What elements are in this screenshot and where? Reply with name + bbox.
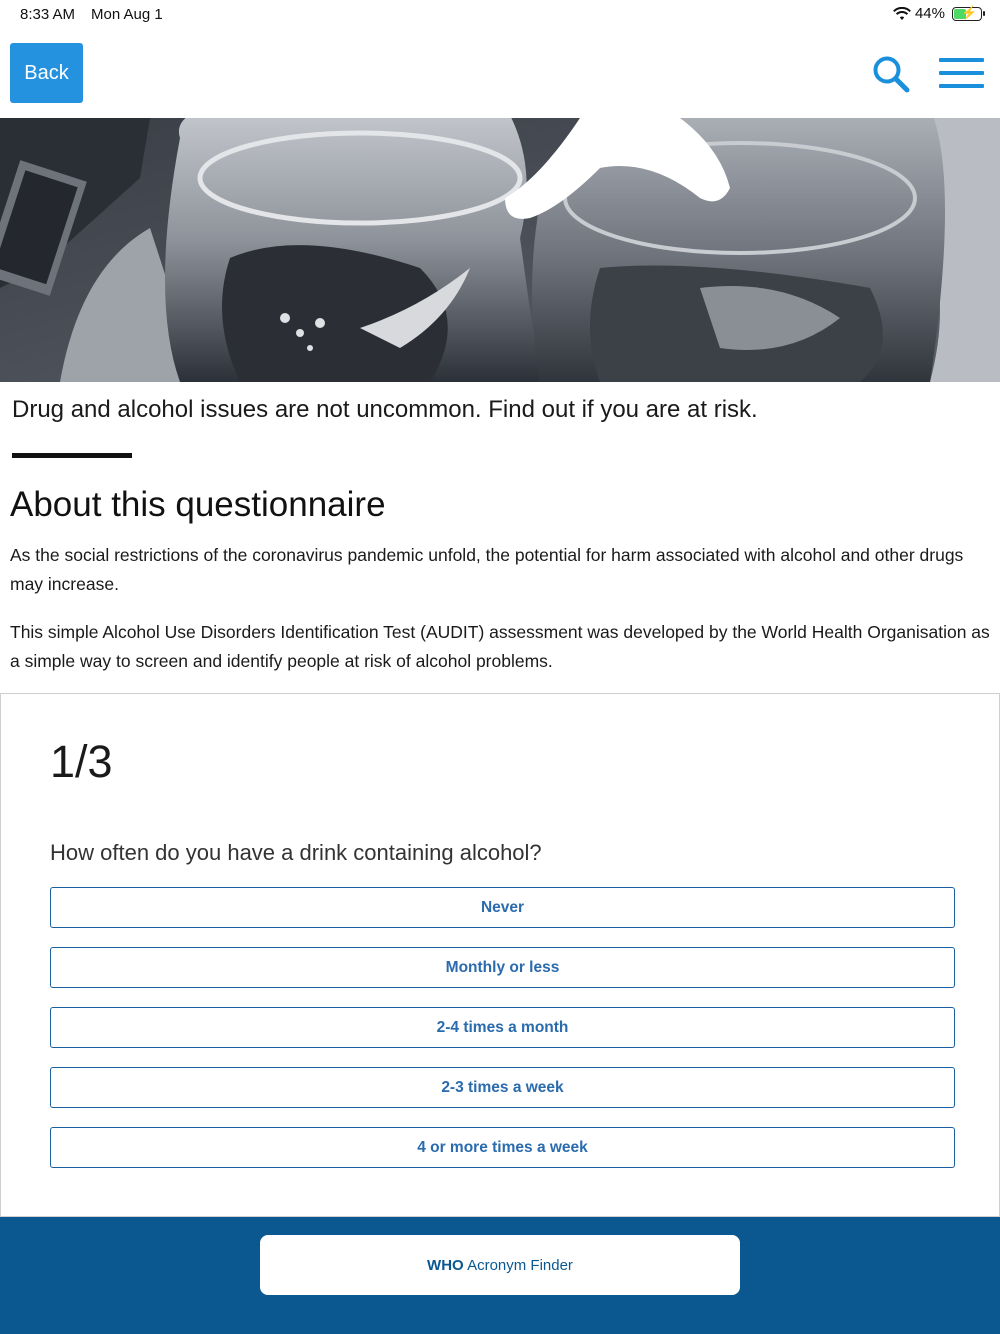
- search-button[interactable]: [870, 54, 912, 96]
- section-divider: [12, 453, 132, 458]
- charging-bolt-icon: ⚡: [961, 4, 978, 20]
- menu-line: [939, 58, 984, 62]
- footer-button-label: Acronym Finder: [467, 1256, 573, 1274]
- back-button[interactable]: Back: [10, 43, 83, 103]
- status-date: Mon Aug 1: [91, 6, 163, 23]
- intro-tagline: Drug and alcohol issues are not uncommon. Find out if you are at risk.: [12, 396, 758, 423]
- answer-option-never[interactable]: Never: [50, 887, 955, 928]
- battery-icon: [952, 4, 982, 21]
- footer-bar: [0, 1217, 1000, 1334]
- questionnaire-card: [0, 693, 1000, 1217]
- answer-option-2-3-times-a-week[interactable]: 2-3 times a week: [50, 1067, 955, 1108]
- status-time: 8:33 AM: [20, 6, 76, 23]
- answer-option-4-or-more-times-a-week[interactable]: 4 or more times a week: [50, 1127, 955, 1168]
- status-indicators: [893, 5, 982, 22]
- header-bar: [0, 30, 1000, 118]
- battery-percent: 44%: [914, 5, 945, 22]
- question-progress: 1/3: [50, 736, 113, 787]
- page-title: About this questionnaire: [10, 485, 386, 524]
- answer-options: [50, 887, 955, 1187]
- answer-option-2-4-times-a-month[interactable]: 2-4 times a month: [50, 1007, 955, 1048]
- status-bar: [0, 0, 1000, 30]
- wifi-icon: [893, 7, 911, 21]
- about-paragraph: This simple Alcohol Use Disorders Identification Test (AUDIT) assessment was developed by the World Health Organisation as a simple way to screen and identify people at risk of alcohol problems.: [10, 622, 990, 671]
- menu-line: [939, 71, 984, 75]
- who-acronym-finder-button[interactable]: [260, 1235, 740, 1295]
- beer-glasses-photo: [0, 118, 1000, 382]
- about-paragraph: As the social restrictions of the coronavirus pandemic unfold, the potential for harm associated with alcohol and other drugs may increase.: [10, 545, 964, 594]
- footer-button-strong: WHO: [427, 1256, 464, 1274]
- question-text: How often do you have a drink containing alcohol?: [50, 840, 542, 865]
- answer-option-monthly-or-less[interactable]: Monthly or less: [50, 947, 955, 988]
- search-icon: [870, 54, 912, 96]
- hero-image: [0, 118, 1000, 382]
- hamburger-menu-icon[interactable]: [939, 58, 985, 90]
- menu-line: [939, 84, 984, 88]
